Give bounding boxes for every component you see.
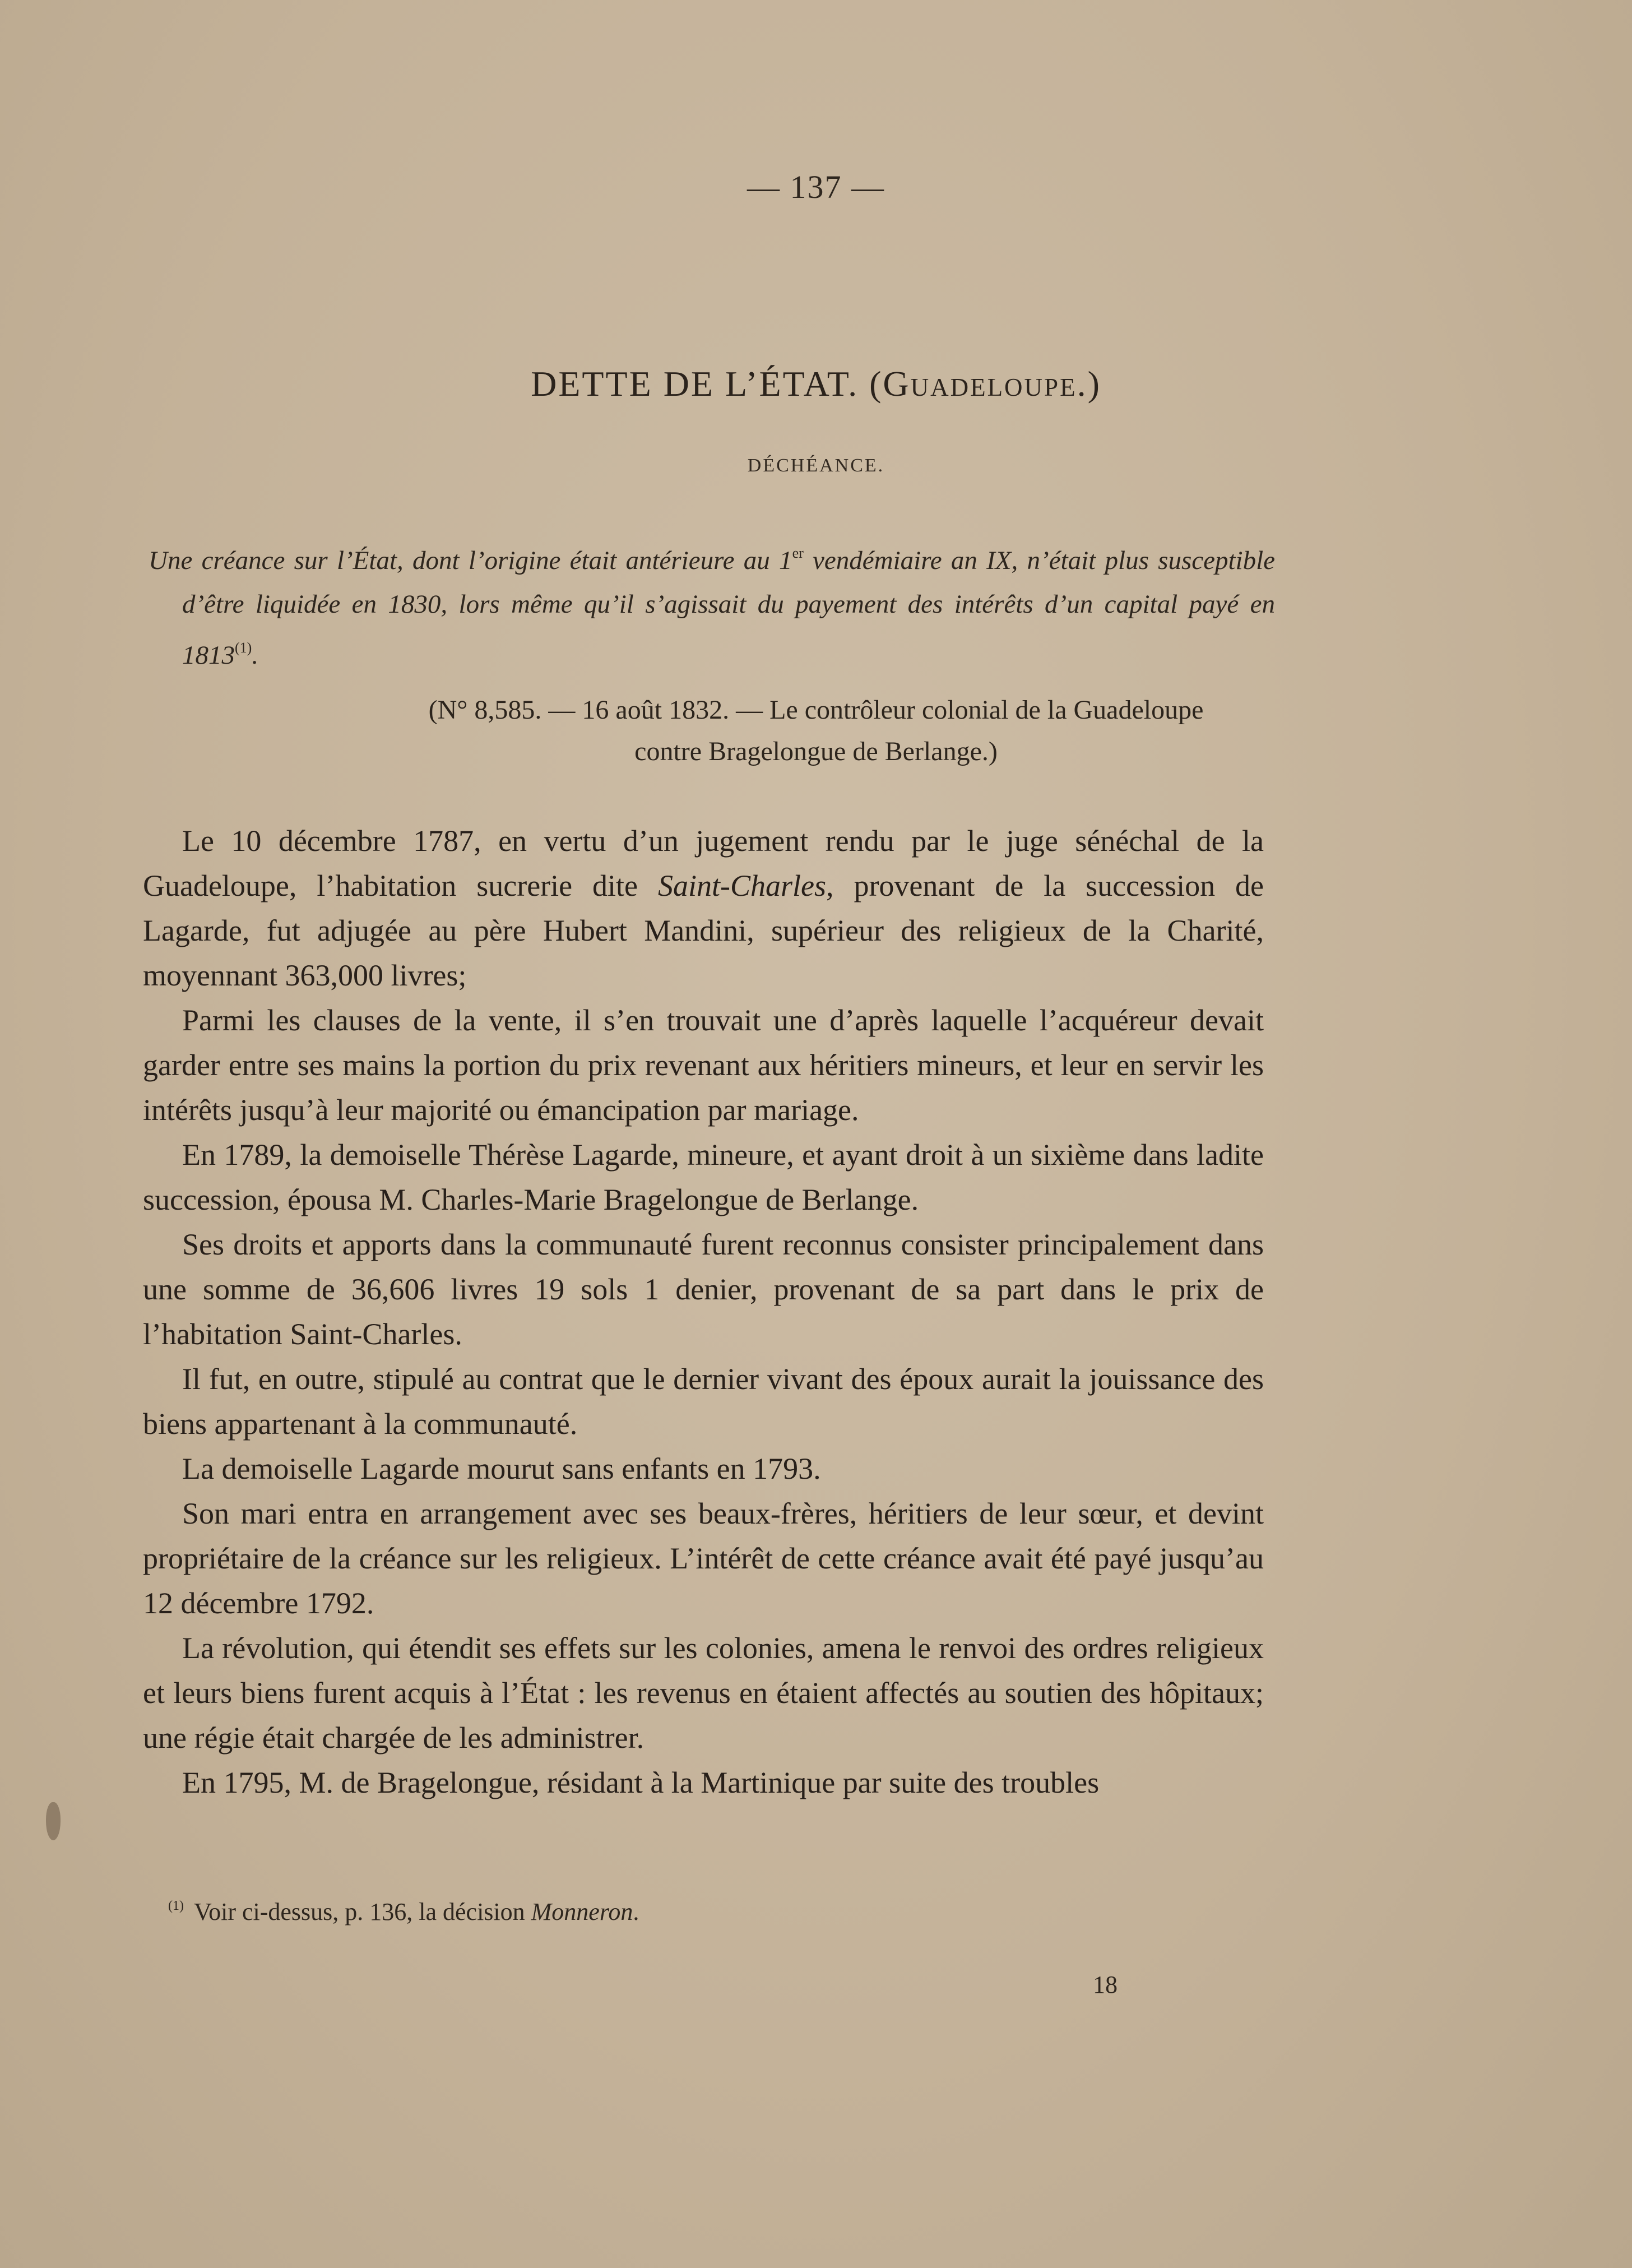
page-title	[0, 363, 1632, 405]
case-reference	[0, 689, 1632, 772]
section-subtitle: DÉCHÉANCE.	[747, 455, 885, 476]
case-reference-line2: contre Bragelongue de Berlange.)	[634, 737, 998, 766]
summary-superscript: er	[792, 545, 804, 561]
footnote-end: .	[633, 1898, 639, 1926]
footnote-text: Voir ci-dessus, p. 136, la décision	[193, 1898, 531, 1926]
paragraph-text: En 1795, M. de Bragelongue, résidant à la Martinique par suite des troubles	[182, 1766, 1100, 1799]
body-paragraph	[143, 1132, 1264, 1222]
page-number: — 137 —	[747, 169, 885, 205]
body-text	[143, 818, 1264, 1805]
summary-note-ref: (1)	[235, 640, 252, 656]
summary-block	[149, 531, 1275, 677]
summary-paragraph	[149, 531, 1275, 677]
body-paragraph	[143, 998, 1264, 1132]
summary-text-before: Une créance sur l’État, dont l’origine était antérieure au 1	[149, 546, 792, 575]
paragraph-emphasis: Saint-Charles	[657, 869, 826, 902]
footnote-emphasis: Monneron	[531, 1898, 633, 1926]
paragraph-text: En 1789, la demoiselle Thérèse Lagarde, mineure, et ayant droit à un sixième dans ladite succession, épousa M. Charles-Marie Bragelongue de Berlange.	[143, 1138, 1264, 1216]
body-paragraph	[143, 1357, 1264, 1446]
ink-blot	[46, 1802, 61, 1840]
paragraph-text: La demoiselle Lagarde mourut sans enfants en 1793.	[182, 1452, 821, 1485]
paragraph-text: Le 10 décembre 1787, en vertu d’un jugement rendu par le juge sénéchal de la Guadeloupe, l’habitation sucrerie dite	[143, 824, 1264, 902]
body-paragraph	[143, 1626, 1264, 1760]
footnote	[168, 1897, 1289, 1926]
summary-end: .	[252, 641, 259, 670]
body-paragraph	[143, 1222, 1264, 1357]
body-paragraph	[143, 1446, 1264, 1491]
body-paragraph	[143, 1491, 1264, 1626]
paragraph-text: Il fut, en outre, stipulé au contrat que le dernier vivant des époux aurait la jouissance des biens appartenant à la communauté.	[143, 1362, 1264, 1441]
title-region: (Guadeloupe.)	[869, 364, 1101, 404]
footnote-marker: (1)	[168, 1899, 184, 1913]
paragraph-text: Parmi les clauses de la vente, il s’en trouvait une d’après laquelle l’acquéreur devait garder entre ses mains la portion du prix revenant aux héritiers mineurs, et leur en servir les intérêts jusqu’à leur majorité ou émancipation par mariage.	[143, 1003, 1264, 1127]
signature-mark: 18	[1093, 1971, 1118, 1998]
summary-text-after: vendémiaire an IX, n’était plus susceptible d’être liquidée en 1830, lors même qu’il s’agissait du payement des intérêts d’un capital payé en 1813	[182, 546, 1275, 670]
case-reference-line1: (N° 8,585. — 16 août 1832. — Le contrôleur colonial de la Guadeloupe	[428, 695, 1204, 725]
paragraph-text: La révolution, qui étendit ses effets sur les colonies, amena le renvoi des ordres religieux et leurs biens furent acquis à l’État : les revenus en étaient affectés au soutien des hôpitaux; une régie était chargée de les administrer.	[143, 1631, 1264, 1755]
body-paragraph	[143, 818, 1264, 998]
paragraph-text: , provenant de la succession de Lagarde, fut adjugée au père Hubert Mandini, supérieur des religieux de la Charité, moyennant 363,000 livres;	[143, 869, 1264, 992]
title-main: DETTE DE L’ÉTAT.	[531, 364, 859, 404]
body-paragraph	[143, 1760, 1264, 1805]
paragraph-text: Ses droits et apports dans la communauté furent reconnus consister principalement dans une somme de 36,606 livres 19 sols 1 denier, provenant de sa part dans le prix de l’habitation Saint-Charles.	[143, 1228, 1264, 1351]
paragraph-text: Son mari entra en arrangement avec ses beaux-frères, héritiers de leur sœur, et devint propriétaire de la créance sur les religieux. L’intérêt de cette créance avait été payé jusqu’au 12 décembre 1792.	[143, 1497, 1264, 1620]
